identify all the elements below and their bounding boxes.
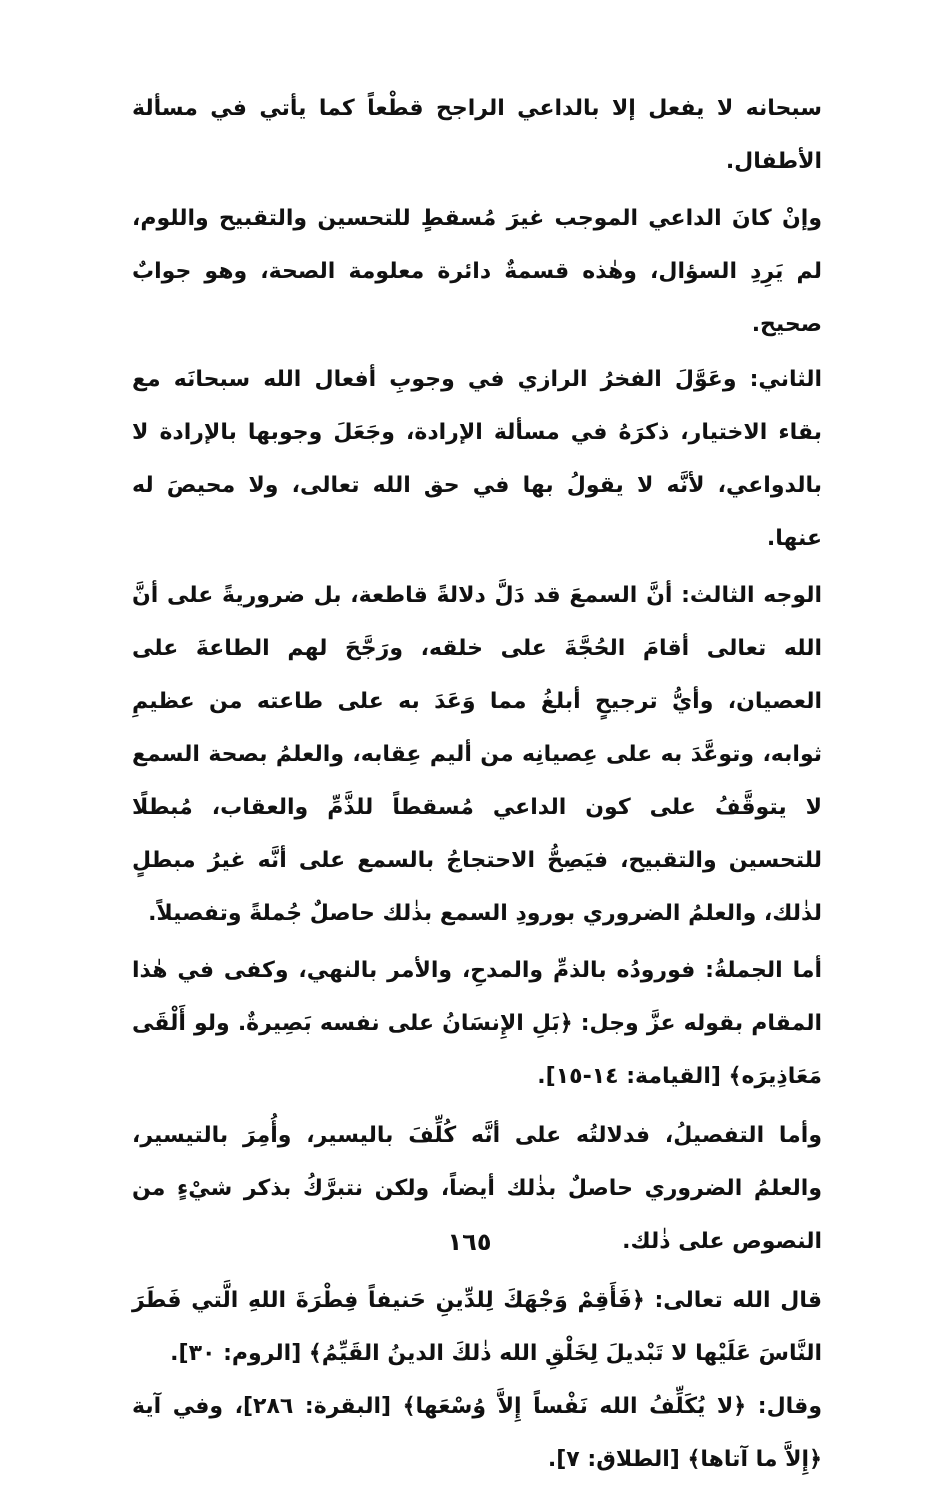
paragraph-4: الوجه الثالث: أنَّ السمعَ قد دَلَّ دلالةً قاطعة، بل ضروريةً على أنَّ الله تعالى أقامَ الحُجَّةَ على خلقه، ورَجَّحَ لهم الطاعةَ على العصيان، وأيُّ ترجيحٍ أبلغُ مما وَعَدَ به على طاعته من عظيمِ ثوابه، وتوعَّدَ به على عِصيانِه من أليم عِقابه، والعلمُ بصحة السمع لا يتوقَّفُ على كون الداعي مُسقطاً للذَّمِّ والعقاب، مُبطلًا للتحسين والتقبيح، فيَصِحُّ الاحتجاجُ بالسمع على أنَّه غيرُ مبطلٍ لذٰلك، والعلمُ الضروري بورودِ السمع بذٰلك حاصلٌ جُملةً وتفصيلاً. (132, 583, 822, 926)
paragraph-3: الثاني: وعَوَّلَ الفخرُ الرازي في وجوبِ أفعال الله سبحانَه مع بقاء الاختيار، ذكرَهُ في مسألة الإرادة، وجَعَلَ وجوبها بالإرادة لا بالدواعي، لأنَّه لا يقولُ بها في حق الله تعالى، ولا محيصَ له عنها. (132, 367, 822, 551)
paragraph-8: وقال: ﴿لا يُكَلِّفُ الله نَفْساً إِلاَّ وُسْعَها﴾ [البقرة: ٢٨٦]، وفي آية ﴿إِلاَّ ما آتاها﴾ [الطلاق: ٧]. (132, 1394, 822, 1472)
paragraph-2: وإنْ كانَ الداعي الموجب غيرَ مُسقطٍ للتحسين والتقبيح واللوم، لم يَرِدِ السؤال، وهٰذه قسمةٌ دائرة معلومة الصحة، وهو جوابٌ صحيح. (132, 206, 822, 337)
paragraph-6: وأما التفصيلُ، فدلالتُه على أنَّه كُلِّفَ باليسير، وأُمِرَ بالتيسير، والعلمُ الضروري حاصلٌ بذٰلك أيضاً، ولكن نتبرَّكُ بذكر شيْءٍ من النصوص على ذٰلك. (132, 1123, 822, 1254)
paragraph-7: قال الله تعالى: ﴿فَأَقِمْ وَجْهَكَ لِلدِّينِ حَنيفاً فِطْرَةَ اللهِ الَّتي فَطَرَ النَّاسَ عَلَيْها لا تَبْديلَ لِخَلْقِ الله ذٰلكَ الدينُ القَيِّمُ﴾ [الروم: ٣٠]. (132, 1288, 822, 1366)
paragraph-1: سبحانه لا يفعل إلا بالداعي الراجح قطْعاً كما يأتي في مسألة الأطفال. (132, 96, 822, 174)
body-text (132, 82, 822, 1504)
paragraph-5: أما الجملةُ: فورودُه بالذمِّ والمدحِ، والأمر بالنهي، وكفى في هٰذا المقام بقوله عزَّ وجل: ﴿بَلِ الإِنسَانُ على نفسه بَصِيرةٌ. ولو أَلْقَى مَعَاذِيرَه﴾ [القيامة: ١٤-١٥]. (132, 958, 822, 1089)
page-number: ١٦٥ (447, 1228, 492, 1256)
